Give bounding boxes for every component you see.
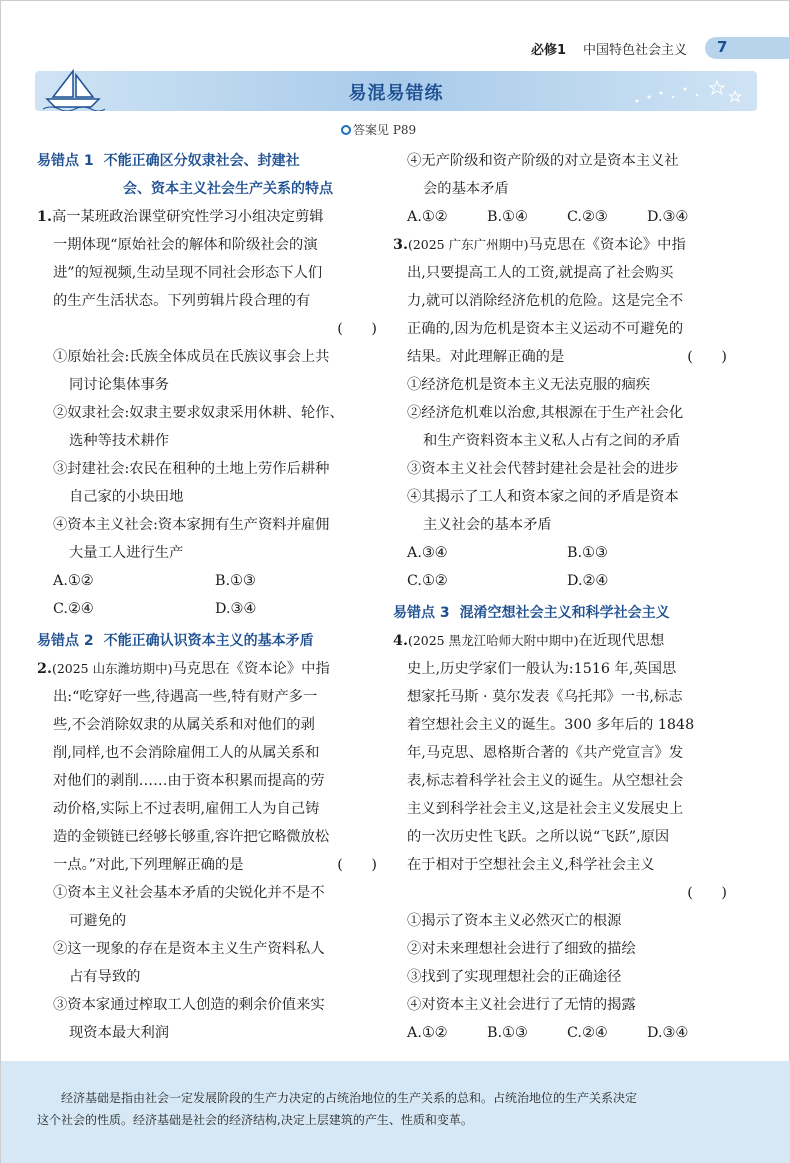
section-heading-1: [37, 147, 377, 175]
question-source: (2025 山东潍坊期中): [51, 661, 173, 676]
question-1-line: 1.高一某班政治课堂研究性学习小组决定剪辑: [37, 209, 324, 225]
question-4-line: 想家托马斯 · 莫尔发表《乌托邦》一书,标志: [407, 689, 683, 705]
statement-item-cont: 选种等技术耕作: [69, 433, 170, 449]
magnifier-icon: [341, 125, 351, 135]
question-2-line: 出:“吃穿好一些,待遇高一些,特有财产多一: [53, 689, 318, 705]
section-heading-3: [393, 599, 727, 627]
options-row: [393, 203, 727, 231]
question-4-line: 的一次历史性飞跃。之所以说“飞跃”,原因: [407, 829, 670, 845]
question-4-line: 4.(2025 黑龙江哈师大附中期中)在近现代思想: [393, 633, 665, 649]
question-4-line: 表,标志着科学社会主义的诞生。从空想社会: [407, 773, 684, 789]
statement-item: ①经济危机是资本主义无法克服的痼疾: [407, 377, 651, 393]
question-3-line: 结果。对此理解正确的是 ( ): [393, 343, 727, 371]
option-c[interactable]: C.②④: [567, 1025, 608, 1041]
option-b[interactable]: B.①③: [215, 573, 256, 589]
statement-item-cont: 现资本最大利润: [69, 1025, 170, 1041]
statement-item: ②奴隶社会:奴隶主要求奴隶采用休耕、轮作、: [53, 405, 344, 421]
statement-item-cont: 和生产资料资本主义私人占有之间的矛盾: [423, 433, 681, 449]
question-1-line: 一期体现“原始社会的解体和阶级社会的演: [53, 237, 318, 253]
option-d[interactable]: D.③④: [647, 209, 689, 225]
page-header: [471, 37, 790, 59]
section-title-line: 会、资本主义社会生产关系的特点: [123, 181, 333, 197]
question-3-line: 出,只要提高工人的工资,就提高了社会购买: [407, 265, 674, 281]
option-d[interactable]: D.③④: [215, 601, 257, 617]
option-d[interactable]: D.②④: [567, 573, 609, 589]
answer-reference-text: 答案见 P89: [353, 123, 417, 137]
question-2-line: 对他们的剥削……由于资本积累而提高的劳: [53, 773, 325, 789]
statement-item-cont: 自己家的小块田地: [69, 489, 184, 505]
statement-item: ③资本主义社会代替封建社会是社会的进步: [407, 461, 679, 477]
question-2-line: 削,同样,也不会消除雇佣工人的从属关系和: [53, 745, 320, 761]
statement-item-cont: 会的基本矛盾: [423, 181, 509, 197]
section-banner: [35, 71, 757, 111]
section-title-line: 不能正确区分奴隶社会、封建社: [103, 153, 300, 169]
section-label: 易错点 1: [37, 153, 94, 169]
page-number-tab: [705, 37, 790, 59]
statement-item: ④资本主义社会:资本家拥有生产资料并雇佣: [53, 517, 330, 533]
question-number: 1.: [37, 209, 52, 225]
footer-line: 这个社会的性质。经济基础是社会的经济结构,决定上层建筑的产生、性质和变革。: [37, 1113, 473, 1127]
question-3-line: 力,就可以消除经济危机的危险。这是完全不: [407, 293, 684, 309]
option-a[interactable]: A.③④: [407, 545, 448, 561]
statement-item: ①原始社会:氏族全体成员在氏族议事会上共: [53, 349, 330, 365]
option-c[interactable]: C.②③: [567, 209, 608, 225]
question-4-line: 着空想社会主义的诞生。300 多年后的 1848: [407, 717, 695, 733]
statement-item: ③封建社会:农民在租种的土地上劳作后耕种: [53, 461, 330, 477]
statement-item: ④对资本主义社会进行了无情的揭露: [407, 997, 636, 1013]
statement-item: ①揭示了资本主义必然灭亡的根源: [407, 913, 622, 929]
question-number: 3.: [393, 237, 408, 253]
statement-item: ①资本主义社会基本矛盾的尖锐化并不是不: [53, 885, 325, 901]
option-b[interactable]: B.①③: [567, 545, 608, 561]
statement-item-cont: 可避免的: [69, 913, 127, 929]
option-c[interactable]: C.①②: [407, 573, 448, 589]
question-2-line: 些,不会消除奴隶的从属关系和对他们的剥: [53, 717, 315, 733]
options-row: [393, 539, 727, 567]
subject-label: 中国特色社会主义: [583, 43, 688, 58]
question-2-line: 2.(2025 山东潍坊期中)马克思在《资本论》中指: [37, 661, 330, 677]
option-a[interactable]: A.①②: [53, 573, 94, 589]
section-label: 易错点 2: [37, 633, 94, 649]
question-number: 2.: [37, 661, 52, 677]
answer-blank-row: [37, 315, 377, 343]
option-a[interactable]: A.①②: [407, 209, 448, 225]
options-row: [393, 567, 727, 595]
option-b[interactable]: B.①③: [487, 1025, 528, 1041]
answer-blank[interactable]: ( ): [337, 321, 377, 337]
footer-line: 经济基础是指由社会一定发展阶段的生产力决定的占统治地位的生产关系的总和。占统治地位的生产关系决定: [61, 1091, 638, 1105]
stars-decoration-icon: [627, 77, 747, 107]
question-2-line: 一点。”对此,下列理解正确的是 ( ): [37, 851, 377, 879]
option-b[interactable]: B.①④: [487, 209, 528, 225]
question-4-line: 史上,历史学家们一般认为:1516 年,英国思: [407, 661, 677, 677]
statement-item: ②这一现象的存在是资本主义生产资料私人: [53, 941, 325, 957]
question-4-line: 年,马克思、恩格斯合著的《共产党宣言》发: [407, 745, 684, 761]
question-4-line: 在于相对于空想社会主义,科学社会主义: [407, 857, 655, 873]
question-3-line: 3.(2025 广东广州期中)马克思在《资本论》中指: [393, 237, 686, 253]
options-row: [393, 1019, 727, 1047]
page-number: 7: [717, 38, 728, 56]
answer-blank[interactable]: ( ): [687, 885, 727, 901]
statement-item-cont: 占有导致的: [69, 969, 141, 985]
option-a[interactable]: A.①②: [407, 1025, 448, 1041]
statement-item: ②对未来理想社会进行了细致的描绘: [407, 941, 636, 957]
section-label: 易错点 3: [393, 605, 450, 621]
question-3-line: 正确的,因为危机是资本主义运动不可避免的: [407, 321, 684, 337]
question-2-line: 动价格,实际上不过表明,雇佣工人为自己铸: [53, 801, 320, 817]
option-c[interactable]: C.②④: [53, 601, 94, 617]
footer-note: [1, 1061, 790, 1163]
statement-item: ④其揭示了工人和资本家之间的矛盾是资本: [407, 489, 679, 505]
question-source: (2025 黑龙江哈师大附中期中): [407, 633, 579, 648]
statement-item: ③找到了实现理想社会的正确途径: [407, 969, 622, 985]
section-title: 混淆空想社会主义和科学社会主义: [459, 605, 670, 621]
section-title: 不能正确认识资本主义的基本矛盾: [103, 633, 314, 649]
question-4-line: 主义到科学社会主义,这是社会主义发展史上: [407, 801, 684, 817]
question-2-line: 造的金锁链已经够长够重,容许把它略微放松: [53, 829, 330, 845]
statement-item: ④无产阶级和资产阶级的对立是资本主义社: [407, 153, 679, 169]
options-row: [37, 567, 377, 595]
statement-item-cont: 主义社会的基本矛盾: [423, 517, 552, 533]
right-column: [393, 147, 727, 1047]
question-1-line: 进”的短视频,生动呈现不同社会形态下人们: [53, 265, 323, 281]
section-heading-2: [37, 627, 377, 655]
section-heading-1-cont: [37, 175, 377, 203]
left-column: [37, 147, 377, 1047]
question-1-line: 的生产生活状态。下列剪辑片段合理的有: [53, 293, 311, 309]
statement-item-cont: 大量工人进行生产: [69, 545, 184, 561]
answer-blank[interactable]: ( ): [687, 349, 727, 365]
banner-title: 易混易错练: [348, 83, 444, 104]
answer-reference: [341, 121, 416, 138]
statement-item: ③资本家通过榨取工人创造的剩余价值来实: [53, 997, 325, 1013]
statement-item-cont: 同讨论集体事务: [69, 377, 170, 393]
answer-blank-row: [393, 879, 727, 907]
book-label: 必修1: [531, 43, 567, 58]
option-d[interactable]: D.③④: [647, 1025, 689, 1041]
question-number: 4.: [393, 633, 408, 649]
statement-item: ②经济危机难以治愈,其根源在于生产社会化: [407, 405, 684, 421]
answer-blank[interactable]: ( ): [337, 857, 377, 873]
question-source: (2025 广东广州期中): [407, 237, 529, 252]
options-row: [37, 595, 377, 623]
